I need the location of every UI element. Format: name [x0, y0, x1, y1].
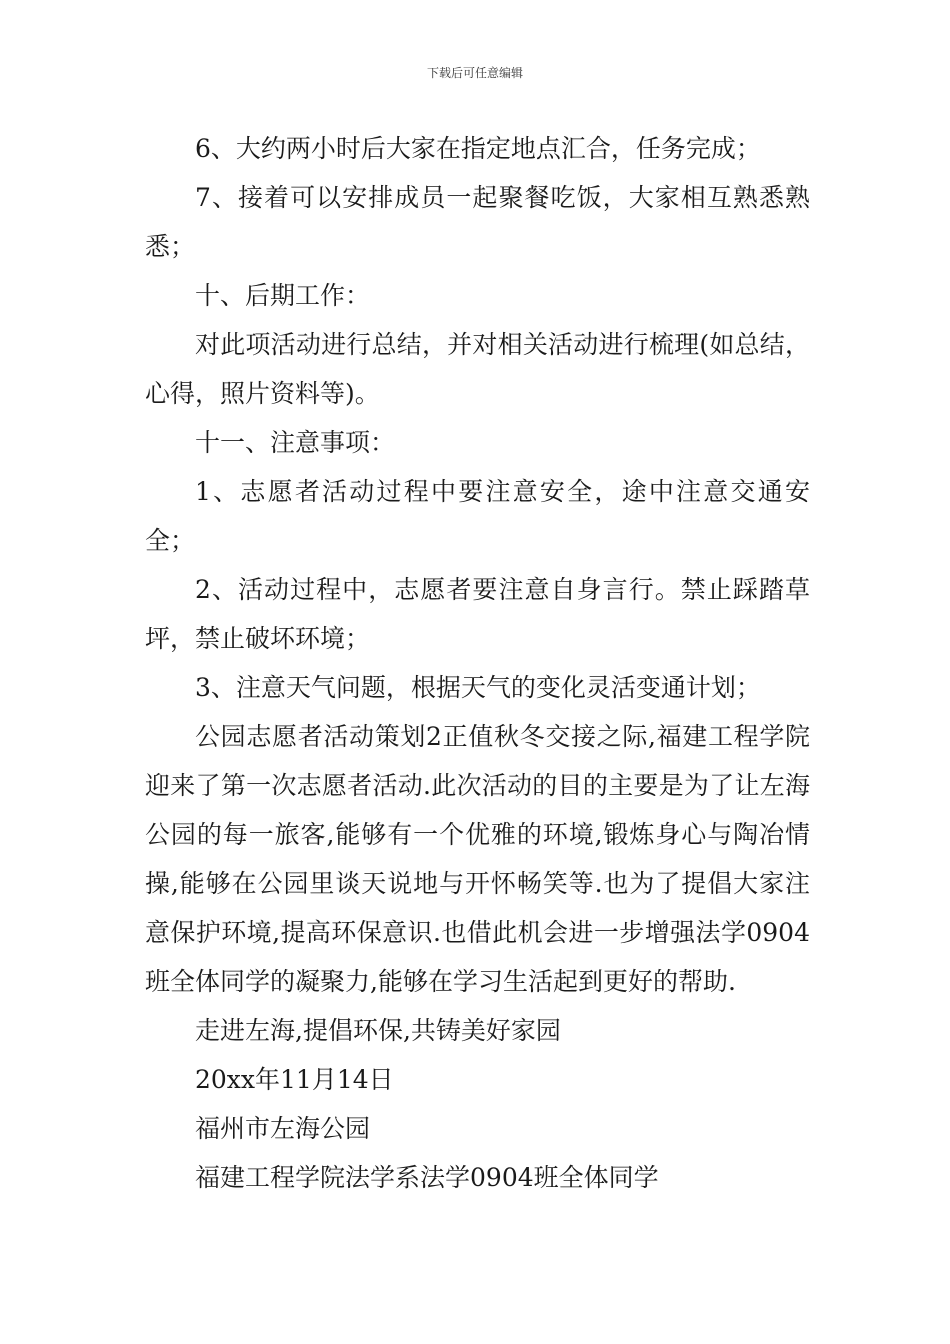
- paragraph-step-6: 6、大约两小时后大家在指定地点汇合，任务完成；: [195, 134, 761, 163]
- section-heading-followup: 十、后期工作：: [195, 281, 371, 310]
- paragraph-date: 20xx年11月14日: [195, 1065, 394, 1094]
- paragraph-organizer: 福建工程学院法学系法学0904班全体同学: [195, 1163, 659, 1192]
- paragraph-note-2: 2、活动过程中，志愿者要注意自身言行。禁止踩踏草坪，禁止破坏环境；: [145, 575, 810, 653]
- section-heading-notes: 十一、注意事项：: [195, 428, 396, 457]
- page-header-note: 下载后可任意编辑: [426, 66, 523, 80]
- paragraph-step-7: 7、接着可以安排成员一起聚餐吃饭，大家相互熟悉熟悉；: [145, 183, 810, 261]
- paragraph-note-1: 1、志愿者活动过程中要注意安全，途中注意交通安全；: [145, 477, 810, 555]
- document-body: [145, 124, 810, 1202]
- paragraph-slogan: 走进左海,提倡环保,共铸美好家园: [195, 1016, 561, 1045]
- paragraph-plan-2-intro: 公园志愿者活动策划2正值秋冬交接之际,福建工程学院迎来了第一次志愿者活动.此次活动的目的主要是为了让左海公园的每一旅客,能够有一个优雅的环境,锻炼身心与陶冶情操,能够在公园里谈天说地与开怀畅笑等.也为了提倡大家注意保护环境,提高环保意识.也借此机会进一步增强法学0904班全体同学的凝聚力,能够在学习生活起到更好的帮助.: [145, 722, 810, 996]
- paragraph-followup: 对此项活动进行总结，并对相关活动进行梳理(如总结，心得，照片资料等)。: [145, 330, 810, 408]
- paragraph-note-3: 3、注意天气问题，根据天气的变化灵活变通计划；: [195, 673, 761, 702]
- paragraph-location: 福州市左海公园: [195, 1114, 371, 1143]
